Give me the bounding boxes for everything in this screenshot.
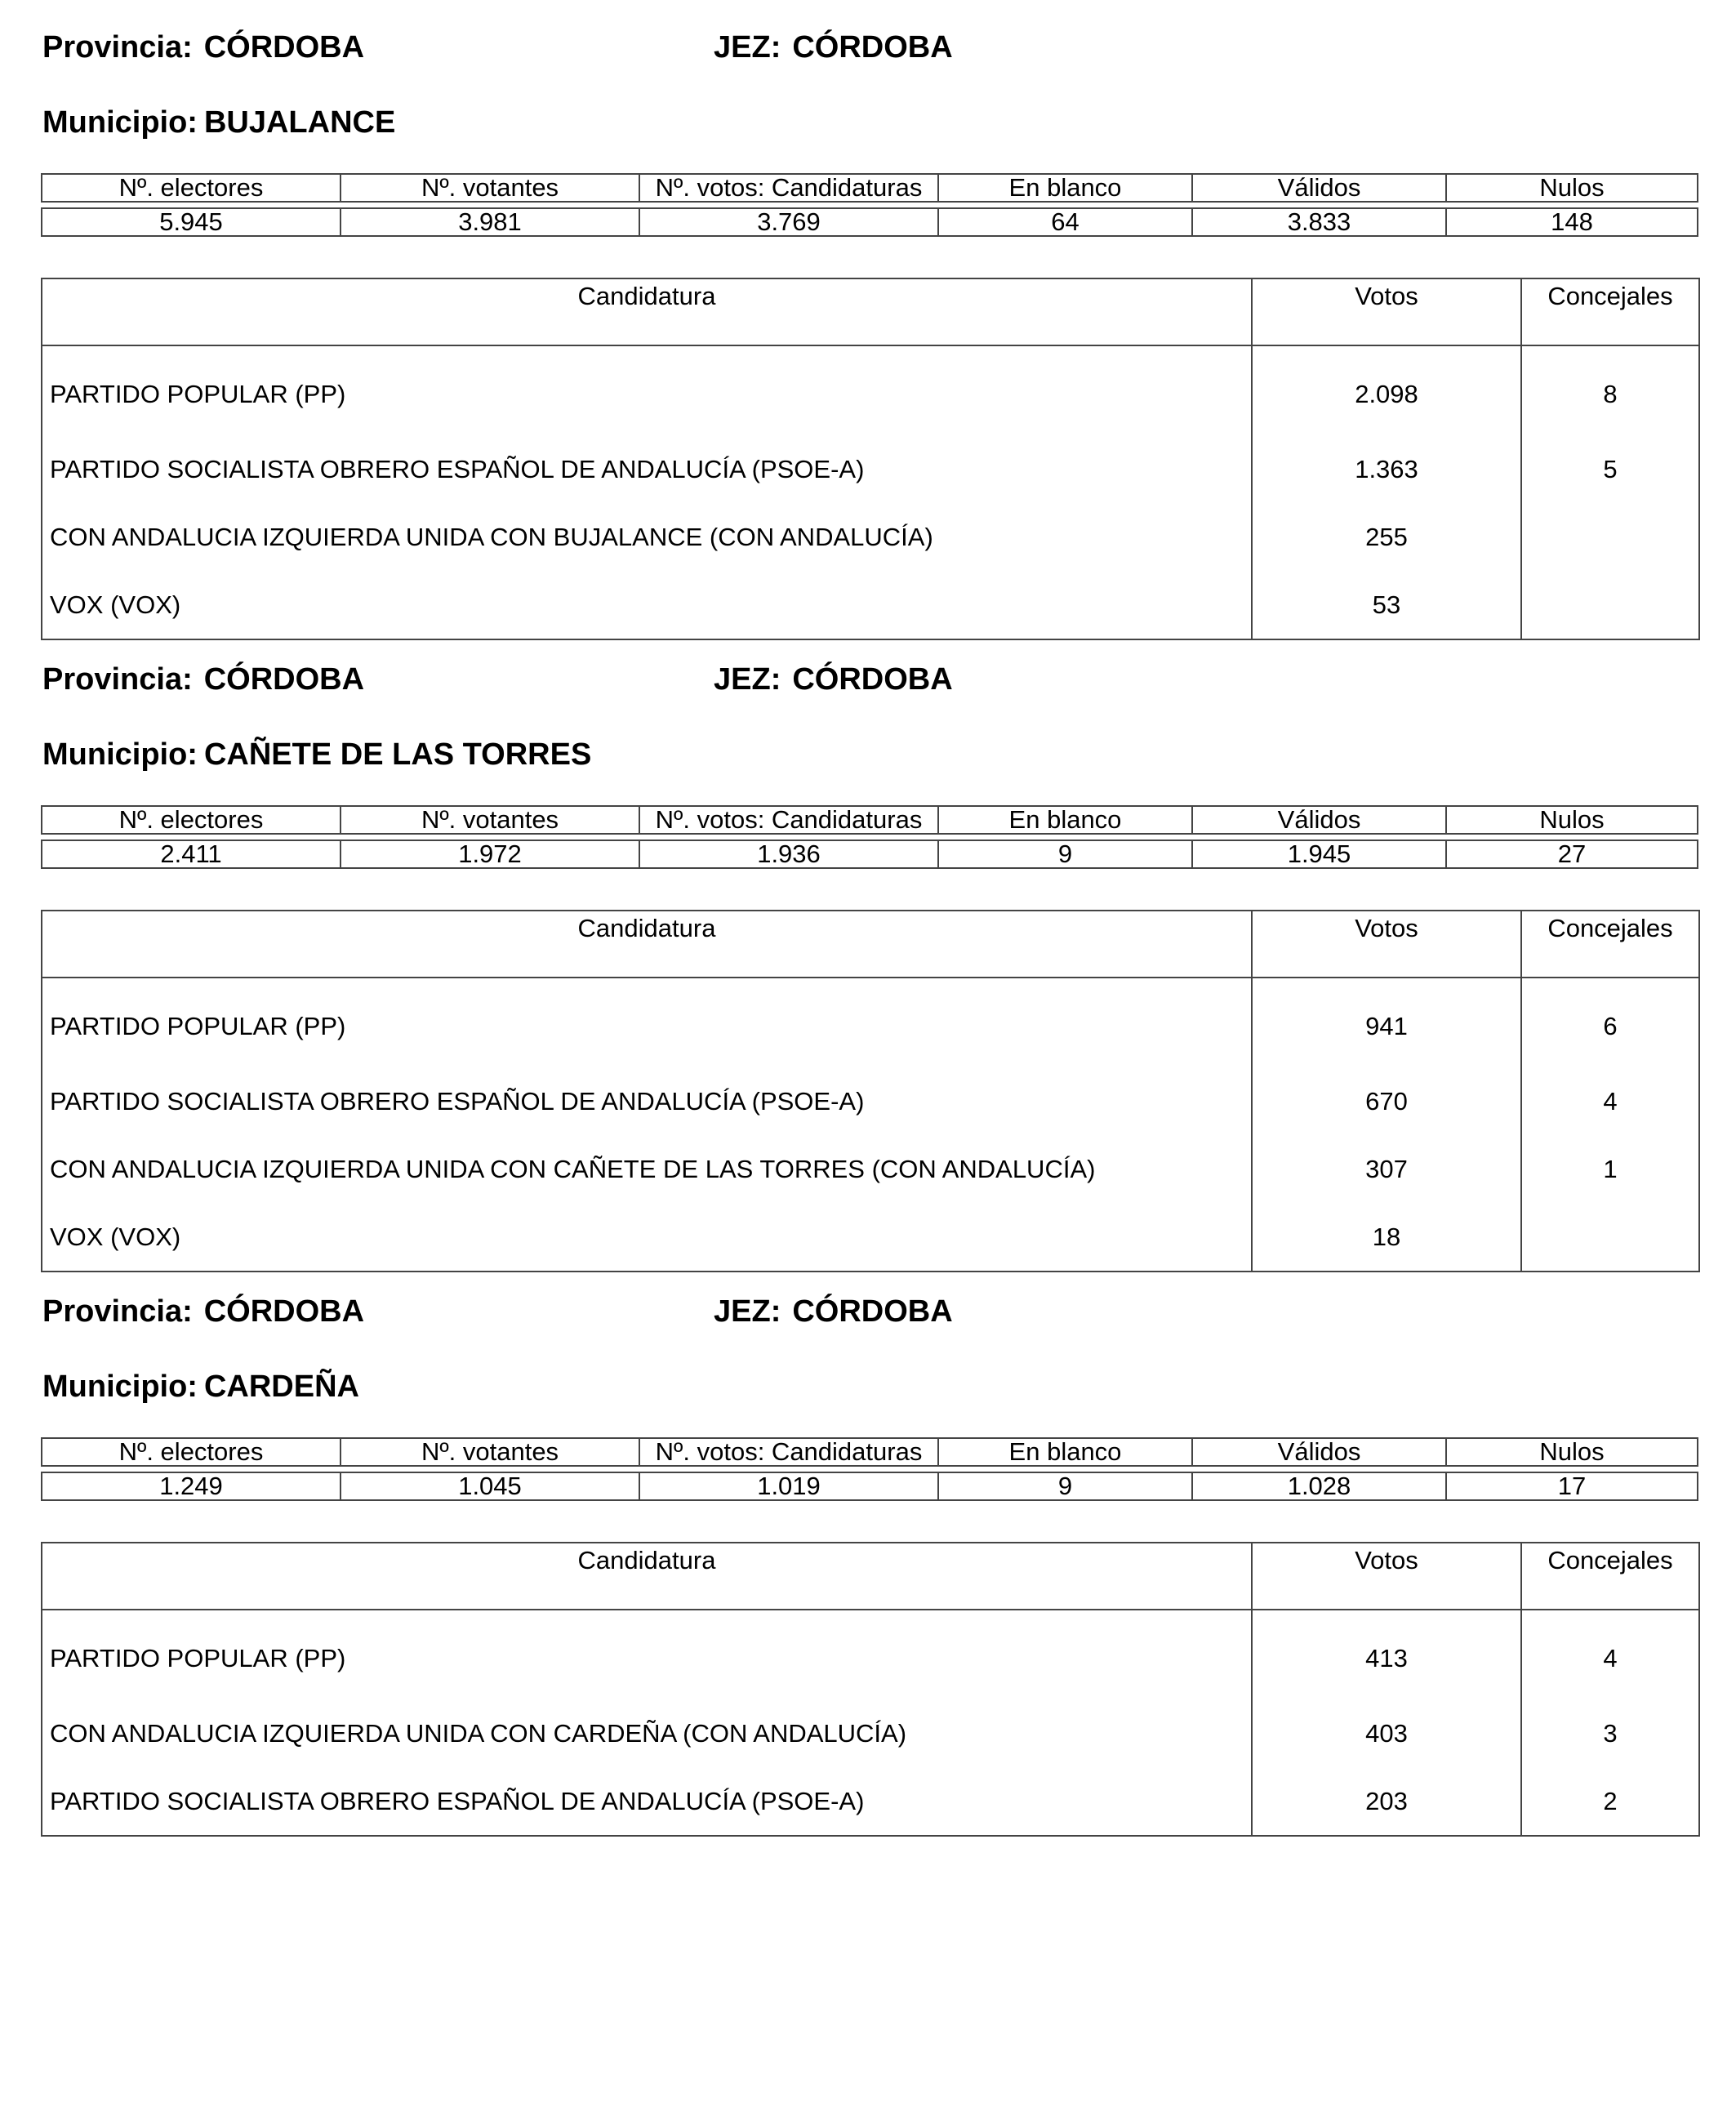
stats-table [41, 168, 1698, 242]
en-blanco-header: En blanco [937, 173, 1191, 203]
candidatura-name: VOX (VOX) [42, 1203, 1252, 1272]
en-blanco-header: En blanco [937, 805, 1191, 835]
nulos-value: 17 [1445, 1472, 1698, 1501]
candidatura-name: VOX (VOX) [42, 571, 1252, 639]
validos-header: Válidos [1191, 173, 1445, 203]
votos-header: Votos [1252, 278, 1521, 345]
candidatura-name: PARTIDO SOCIALISTA OBRERO ESPAÑOL DE ANDALUCÍA (PSOE-A) [42, 435, 1252, 503]
electores-header: Nº. electores [41, 805, 340, 835]
jez-value: CÓRDOBA [792, 30, 953, 65]
candidatura-header: Candidatura [42, 911, 1252, 978]
stats-header-row [41, 1437, 1698, 1467]
candidatura-votos: 403 [1252, 1699, 1521, 1767]
en-blanco-value: 64 [937, 207, 1191, 237]
validos-header: Válidos [1191, 1437, 1445, 1467]
votantes-header: Nº. votantes [340, 1437, 639, 1467]
candidatura-concejales [1521, 1203, 1699, 1272]
nulos-header: Nulos [1445, 173, 1698, 203]
stats-value-row [41, 1472, 1698, 1501]
municipio-block-canete [41, 632, 1698, 1269]
candidatura-row [42, 503, 1699, 571]
candidatura-votos: 203 [1252, 1767, 1521, 1836]
jez-value: CÓRDOBA [792, 662, 953, 697]
candidatura-votos: 18 [1252, 1203, 1521, 1272]
candidatura-concejales: 5 [1521, 435, 1699, 503]
municipio-heading: Municipio: BUJALANCE [42, 105, 396, 140]
municipio-heading: Municipio: CAÑETE DE LAS TORRES [42, 737, 592, 772]
provincia-heading: Provincia: CÓRDOBA [42, 30, 365, 65]
stats-table [41, 800, 1698, 874]
candidatura-votos: 941 [1252, 978, 1521, 1067]
en-blanco-value: 9 [937, 1472, 1191, 1501]
candidaturas-header-row [42, 278, 1699, 345]
municipio-value: CARDEÑA [203, 1370, 359, 1404]
candidatura-votos: 307 [1252, 1135, 1521, 1203]
votos-candidaturas-header: Nº. votos: Candidaturas [639, 173, 937, 203]
candidatura-row [42, 1135, 1699, 1203]
candidatura-concejales: 4 [1521, 1067, 1699, 1135]
candidatura-votos: 2.098 [1252, 345, 1521, 435]
candidatura-concejales: 1 [1521, 1135, 1699, 1203]
electores-value: 2.411 [41, 840, 340, 869]
votos-candidaturas-value: 1.019 [639, 1472, 937, 1501]
candidatura-concejales: 3 [1521, 1699, 1699, 1767]
votos-candidaturas-value: 1.936 [639, 840, 937, 869]
nulos-header: Nulos [1445, 805, 1698, 835]
votantes-header: Nº. votantes [340, 805, 639, 835]
candidatura-row [42, 345, 1699, 435]
concejales-header: Concejales [1521, 1543, 1699, 1610]
votantes-value: 1.045 [340, 1472, 639, 1501]
candidaturas-table [41, 1542, 1700, 1837]
jez-value: CÓRDOBA [792, 1294, 953, 1329]
candidatura-row [42, 1699, 1699, 1767]
candidatura-row [42, 978, 1699, 1067]
candidaturas-header-row [42, 1543, 1699, 1610]
votantes-value: 3.981 [340, 207, 639, 237]
validos-value: 1.945 [1191, 840, 1445, 869]
votos-candidaturas-value: 3.769 [639, 207, 937, 237]
validos-value: 1.028 [1191, 1472, 1445, 1501]
municipio-value: BUJALANCE [203, 105, 396, 140]
electores-header: Nº. electores [41, 1437, 340, 1467]
votos-header: Votos [1252, 911, 1521, 978]
candidatura-votos: 670 [1252, 1067, 1521, 1135]
candidatura-row [42, 1203, 1699, 1272]
validos-value: 3.833 [1191, 207, 1445, 237]
stats-table [41, 1432, 1698, 1506]
stats-value-row [41, 840, 1698, 869]
candidatura-name: CON ANDALUCIA IZQUIERDA UNIDA CON CARDEÑA (CON ANDALUCÍA) [42, 1699, 1252, 1767]
candidatura-name: CON ANDALUCIA IZQUIERDA UNIDA CON BUJALANCE (CON ANDALUCÍA) [42, 503, 1252, 571]
en-blanco-header: En blanco [937, 1437, 1191, 1467]
candidatura-name: PARTIDO SOCIALISTA OBRERO ESPAÑOL DE ANDALUCÍA (PSOE-A) [42, 1067, 1252, 1135]
stats-header-row [41, 173, 1698, 203]
candidatura-row [42, 571, 1699, 639]
electores-value: 5.945 [41, 207, 340, 237]
votos-candidaturas-header: Nº. votos: Candidaturas [639, 805, 937, 835]
electores-value: 1.249 [41, 1472, 340, 1501]
provincia-value: CÓRDOBA [203, 30, 365, 65]
candidatura-name: CON ANDALUCIA IZQUIERDA UNIDA CON CAÑETE DE LAS TORRES (CON ANDALUCÍA) [42, 1135, 1252, 1203]
provincia-heading: Provincia: CÓRDOBA [42, 662, 365, 697]
validos-header: Válidos [1191, 805, 1445, 835]
votantes-value: 1.972 [340, 840, 639, 869]
provincia-heading: Provincia: CÓRDOBA [42, 1294, 365, 1329]
candidatura-row [42, 1610, 1699, 1699]
candidatura-header: Candidatura [42, 278, 1252, 345]
candidaturas-header-row [42, 911, 1699, 978]
concejales-header: Concejales [1521, 278, 1699, 345]
candidatura-votos: 1.363 [1252, 435, 1521, 503]
candidatura-name: PARTIDO POPULAR (PP) [42, 345, 1252, 435]
municipio-block-bujalance [41, 0, 1698, 637]
municipio-block-cardena [41, 1264, 1698, 1901]
candidatura-name: PARTIDO POPULAR (PP) [42, 978, 1252, 1067]
candidatura-row [42, 1767, 1699, 1836]
jez-heading: JEZ: CÓRDOBA [714, 662, 953, 697]
nulos-header: Nulos [1445, 1437, 1698, 1467]
candidatura-header: Candidatura [42, 1543, 1252, 1610]
votantes-header: Nº. votantes [340, 173, 639, 203]
nulos-value: 27 [1445, 840, 1698, 869]
municipio-value: CAÑETE DE LAS TORRES [203, 737, 592, 772]
candidatura-concejales: 8 [1521, 345, 1699, 435]
votos-header: Votos [1252, 1543, 1521, 1610]
votos-candidaturas-header: Nº. votos: Candidaturas [639, 1437, 937, 1467]
electores-header: Nº. electores [41, 173, 340, 203]
stats-header-row [41, 805, 1698, 835]
provincia-value: CÓRDOBA [203, 662, 365, 697]
en-blanco-value: 9 [937, 840, 1191, 869]
jez-heading: JEZ: CÓRDOBA [714, 30, 953, 65]
candidatura-votos: 413 [1252, 1610, 1521, 1699]
candidatura-name: PARTIDO SOCIALISTA OBRERO ESPAÑOL DE ANDALUCÍA (PSOE-A) [42, 1767, 1252, 1836]
candidaturas-table [41, 278, 1700, 640]
municipio-heading: Municipio: CARDEÑA [42, 1370, 359, 1404]
candidatura-votos: 53 [1252, 571, 1521, 639]
concejales-header: Concejales [1521, 911, 1699, 978]
jez-heading: JEZ: CÓRDOBA [714, 1294, 953, 1329]
candidatura-concejales: 2 [1521, 1767, 1699, 1836]
candidatura-name: PARTIDO POPULAR (PP) [42, 1610, 1252, 1699]
candidatura-concejales [1521, 571, 1699, 639]
provincia-value: CÓRDOBA [203, 1294, 365, 1329]
candidatura-concejales [1521, 503, 1699, 571]
candidaturas-table [41, 910, 1700, 1272]
candidatura-concejales: 4 [1521, 1610, 1699, 1699]
candidatura-votos: 255 [1252, 503, 1521, 571]
candidatura-concejales: 6 [1521, 978, 1699, 1067]
nulos-value: 148 [1445, 207, 1698, 237]
candidatura-row [42, 435, 1699, 503]
stats-value-row [41, 207, 1698, 237]
candidatura-row [42, 1067, 1699, 1135]
